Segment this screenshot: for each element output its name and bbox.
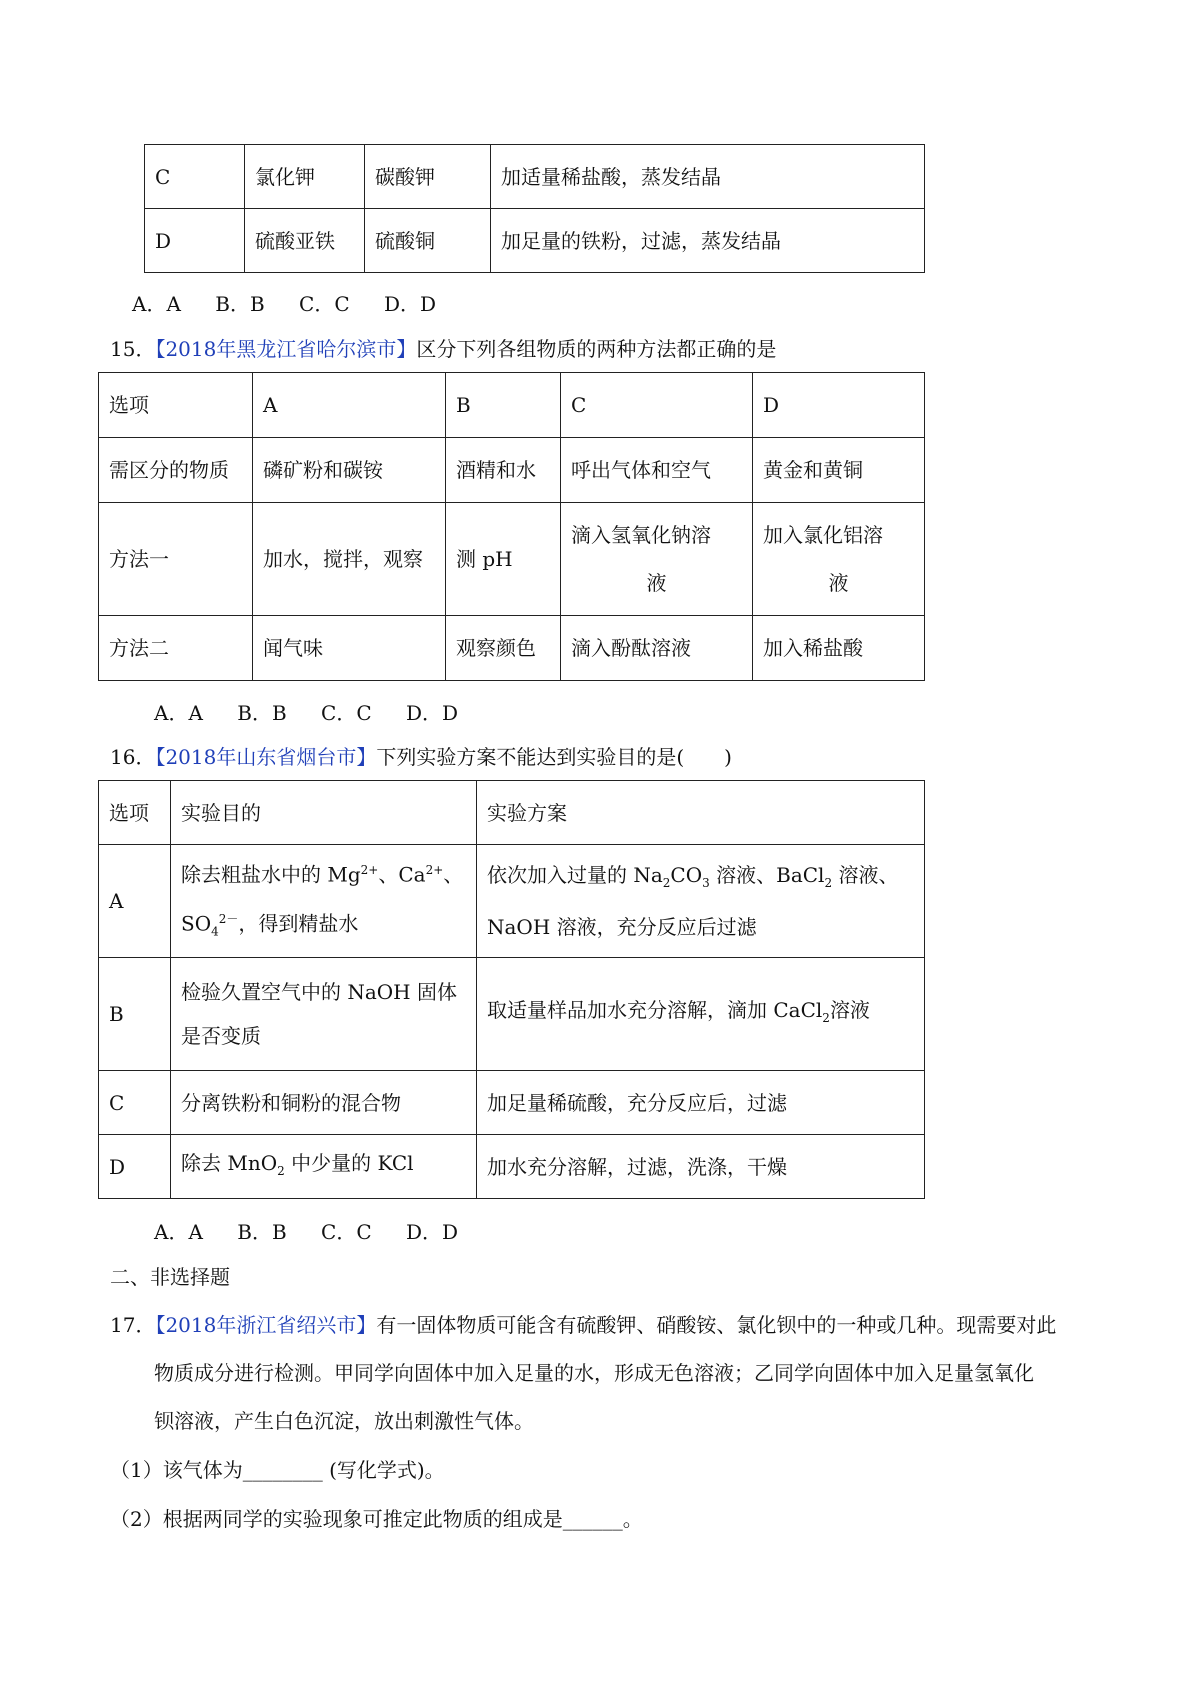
q14-table: [144, 144, 925, 273]
table-header-cell: C: [561, 373, 753, 438]
text: 、: [443, 863, 464, 887]
q17-text-line: 物质成分进行检测。甲同学向固体中加入足量的水，形成无色溶液；乙同学向固体中加入足量氢氧化: [154, 1361, 1034, 1385]
table-row: [99, 1135, 925, 1199]
cell-line: NaOH 溶液，充分反应后过滤: [487, 915, 757, 939]
superscript: 2－: [218, 912, 239, 926]
question-number: 15．: [110, 337, 156, 361]
table-cell: 加足量的铁粉，过滤，蒸发结晶: [491, 209, 925, 273]
q15-choices: [154, 697, 486, 726]
text: 溶液: [829, 998, 870, 1022]
choice-a[interactable]: A．A: [132, 292, 181, 316]
text: 除去粗盐水中的 Mg: [181, 863, 361, 887]
table-cell: 加入稀盐酸: [753, 616, 925, 681]
cell-line: 滴入氢氧化钠溶: [571, 523, 711, 547]
table-header-cell: D: [753, 373, 925, 438]
choice-c[interactable]: C．C: [299, 292, 350, 316]
table-cell: 滴入酚酞溶液: [561, 616, 753, 681]
choice-c[interactable]: C．C: [321, 1220, 372, 1244]
subscript: 2: [277, 1163, 285, 1178]
cell-line: 加入氯化铝溶: [763, 523, 883, 547]
table-cell: 分离铁粉和铜粉的混合物: [171, 1071, 477, 1135]
question-text: 下列实验方案不能达到实验目的是( ): [376, 745, 732, 769]
table-cell: 加足量稀硫酸，充分反应后，过滤: [477, 1071, 925, 1135]
table-cell: [753, 503, 925, 616]
choice-b[interactable]: B．B: [215, 292, 265, 316]
q17-subquestion-1: （1）该气体为________ (写化学式)。: [110, 1458, 445, 1482]
text: SO: [181, 911, 212, 936]
q17-text-line: 钡溶液，产生白色沉淀，放出刺激性气体。: [154, 1409, 534, 1433]
table-cell: 闻气味: [253, 616, 446, 681]
table-cell: [477, 958, 925, 1071]
table-cell: 观察颜色: [446, 616, 561, 681]
table-row: [145, 145, 925, 209]
table-header-cell: 选项: [99, 373, 253, 438]
table-row: [99, 616, 925, 681]
table-cell: 需区分的物质: [99, 438, 253, 503]
cell-line: [181, 848, 466, 897]
table-cell: A: [99, 845, 171, 958]
table-cell: 方法一: [99, 503, 253, 616]
cell-line: 液: [828, 571, 849, 595]
text: CO: [670, 863, 703, 887]
q15-table: [98, 372, 925, 681]
table-header-cell: 选项: [99, 781, 171, 845]
choice-a[interactable]: A．A: [154, 701, 203, 725]
subscript: 4: [211, 924, 219, 939]
text: ，得到精盐水: [238, 911, 359, 936]
table-cell: D: [99, 1135, 171, 1199]
q16-choices: [154, 1216, 486, 1245]
section-heading: 二、非选择题: [110, 1265, 230, 1289]
question-number: 16．: [110, 745, 156, 769]
table-cell: 酒精和水: [446, 438, 561, 503]
table-cell: 测 pH: [446, 503, 561, 616]
table-cell: 黄金和黄铜: [753, 438, 925, 503]
choice-d[interactable]: D．D: [405, 701, 459, 725]
subscript: 2: [822, 1011, 830, 1025]
table-cell: 硫酸铜: [365, 209, 491, 273]
table-row: [99, 438, 925, 503]
table-cell: 呼出气体和空气: [561, 438, 753, 503]
question-source: 【2018年黑龙江省哈尔滨市】: [155, 337, 417, 361]
table-cell: [171, 845, 477, 958]
table-cell: 方法二: [99, 616, 253, 681]
cell-line: 是否变质: [181, 1024, 261, 1048]
table-header-cell: 实验目的: [171, 781, 477, 845]
table-row: [99, 373, 925, 438]
text: 取适量样品加水充分溶解，滴加 CaCl: [487, 998, 823, 1022]
question-text: 有一固体物质可能含有硫酸钾、硝酸铵、氯化钡中的一种或几种。现需要对此: [376, 1313, 1057, 1337]
cell-line: 检验久置空气中的 NaOH 固体: [181, 980, 457, 1004]
table-cell: C: [99, 1071, 171, 1135]
question-source: 【2018年浙江省绍兴市】: [155, 1313, 377, 1337]
table-cell: 氯化钾: [245, 145, 365, 209]
table-cell: [171, 958, 477, 1071]
table-cell: [561, 503, 753, 616]
table-row: [99, 781, 925, 845]
q14-choices: [132, 288, 464, 317]
table-cell: B: [99, 958, 171, 1071]
table-row: [99, 503, 925, 616]
text: 依次加入过量的 Na: [487, 863, 663, 887]
subscript: 2: [662, 876, 671, 890]
text: 除去 MnO: [181, 1150, 278, 1175]
q16-stem: [110, 742, 732, 772]
table-cell: 加适量稀盐酸，蒸发结晶: [491, 145, 925, 209]
table-header-cell: B: [446, 373, 561, 438]
cell-line: [487, 853, 914, 905]
q16-table: [98, 780, 925, 1199]
table-row: [99, 1071, 925, 1135]
text: 溶液、BaCl: [709, 863, 825, 887]
subscript: 3: [702, 876, 710, 890]
q17-stem: [110, 1310, 1056, 1340]
table-cell: 加水，搅拌，观察: [253, 503, 446, 616]
table-cell: 加水充分溶解，过滤，洗涤，干燥: [477, 1135, 925, 1199]
question-text: 区分下列各组物质的两种方法都正确的是: [416, 337, 777, 361]
text: 中少量的 KCl: [284, 1150, 414, 1175]
table-row: [145, 209, 925, 273]
choice-c[interactable]: C．C: [321, 701, 372, 725]
table-cell: 碳酸钾: [365, 145, 491, 209]
q15-stem: [110, 334, 776, 364]
table-row: [99, 958, 925, 1071]
table-cell: 硫酸亚铁: [245, 209, 365, 273]
cell-line: [181, 897, 466, 954]
table-header-cell: 实验方案: [477, 781, 925, 845]
table-cell: [477, 845, 925, 958]
table-cell: C: [145, 145, 245, 209]
cell-line: 液: [646, 571, 667, 595]
question-source: 【2018年山东省烟台市】: [155, 745, 377, 769]
table-row: [99, 845, 925, 958]
subscript: 2: [824, 876, 833, 890]
choice-b[interactable]: B．B: [237, 701, 287, 725]
superscript: 2+: [425, 863, 444, 878]
text: 、Ca: [378, 863, 426, 887]
q17-subquestion-2: （2）根据两同学的实验现象可推定此物质的组成是______。: [110, 1507, 643, 1531]
text: 溶液、: [832, 863, 899, 887]
table-cell: 磷矿粉和碳铵: [253, 438, 446, 503]
choice-d[interactable]: D．D: [405, 1220, 459, 1244]
table-cell: D: [145, 209, 245, 273]
table-header-cell: A: [253, 373, 446, 438]
superscript: 2+: [360, 863, 379, 878]
choice-b[interactable]: B．B: [237, 1220, 287, 1244]
choice-d[interactable]: D．D: [383, 292, 437, 316]
choice-a[interactable]: A．A: [154, 1220, 203, 1244]
table-cell: [171, 1135, 477, 1199]
question-number: 17．: [110, 1313, 156, 1337]
